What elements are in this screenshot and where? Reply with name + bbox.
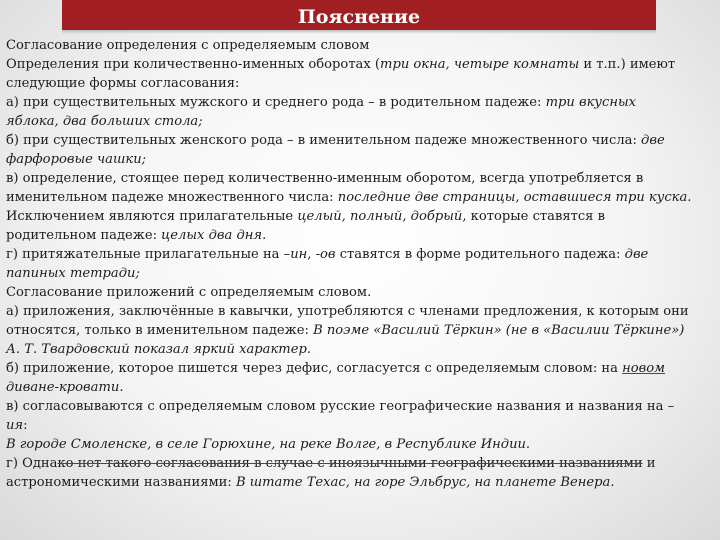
section-heading-definition: [6, 36, 692, 55]
example-text: последние две страницы, оставшиеся три куска.: [337, 190, 692, 205]
example-text: ия: [6, 418, 24, 433]
text-span: Согласование приложений с определяемым словом.: [6, 285, 372, 300]
geographic-example: [6, 435, 692, 454]
example-text: диване-кровати: [6, 380, 120, 395]
appositive-rule-a: [6, 302, 692, 359]
exception: [6, 207, 692, 245]
text-span: и астрономическими названиями:: [6, 456, 656, 490]
example-text: В штате Техас, на горе Эльбрус, на планете Венера.: [235, 475, 615, 490]
example-text: три окна, четыре комнаты: [380, 57, 580, 72]
text-span: а) приложения, заключённые в кавычки, употребляются с членами предложения, к которым они относятся, только в именительном падеже:: [6, 304, 689, 338]
text-span: ставятся в форме родительного падежа:: [335, 247, 625, 262]
example-text: целый, полный, добрый: [297, 209, 463, 224]
example-text: две фарфоровые чашки;: [6, 133, 665, 167]
rule-a: [6, 93, 692, 131]
text-span: .: [119, 380, 124, 395]
text-span: в) согласовываются с определяемым словом русские географические названия и названия на –: [6, 399, 675, 414]
paragraph-quantitative: [6, 55, 692, 93]
header-bar: [62, 0, 656, 30]
text-span: б) приложение, которое пишется через дефис, согласуется с определяемым словом: на: [6, 361, 623, 376]
appositive-rule-c: [6, 397, 692, 435]
text-span: б) при существительных женского рода – в именительном падеже множественного числа:: [6, 133, 642, 148]
rule-b: [6, 131, 692, 169]
text-span: в) определение, стоящее перед количественно-именным оборотом, всегда употребляется в именительном падеже множественного числа:: [6, 171, 644, 205]
explanation-text: [6, 36, 692, 492]
text-span: и т.п.) имеют следующие формы согласования:: [6, 57, 676, 91]
example-text: две папиных тетради;: [6, 247, 649, 281]
example-text: целых два дня.: [161, 228, 267, 243]
example-text: В городе Смоленске, в селе Горюхине, на реке Волге, в Республике Индии.: [6, 437, 531, 452]
text-span: Исключением являются прилагательные: [6, 209, 298, 224]
slide-title: Пояснение: [297, 6, 421, 28]
text-span: Определения при количественно-именных оборотах (: [6, 57, 381, 72]
section-heading-appositive: [6, 283, 692, 302]
header-shadow: [62, 30, 656, 34]
example-text: три вкусных яблока, два больших стола;: [6, 95, 637, 129]
rule-c: [6, 169, 692, 207]
text-span: г) притяжательные прилагательные на –: [6, 247, 291, 262]
example-text: В поэме «Василий Тёркин» (не в «Василии Тёркине») А. Т. Твардовский показал яркий характер.: [6, 323, 685, 357]
text-span: Согласование определения с определяемым словом: [6, 38, 370, 53]
text-span: а) при существительных мужского и среднего рода – в родительном падеже:: [6, 95, 546, 110]
underlined-example: новом: [622, 361, 665, 376]
appositive-rule-b: [6, 359, 692, 397]
example-text: ов: [320, 247, 336, 262]
text-span: :: [23, 418, 28, 433]
text-span: г) Одна: [6, 456, 58, 471]
example-text: ин: [290, 247, 308, 262]
appositive-rule-d: [6, 454, 692, 492]
text-span: , -: [307, 247, 321, 262]
struck-text: ко нет такого согласования в случае с иноязычными географическими названиями: [57, 456, 643, 471]
rule-d: [6, 245, 692, 283]
text-span: , которые ставятся в родительном падеже:: [6, 209, 605, 243]
